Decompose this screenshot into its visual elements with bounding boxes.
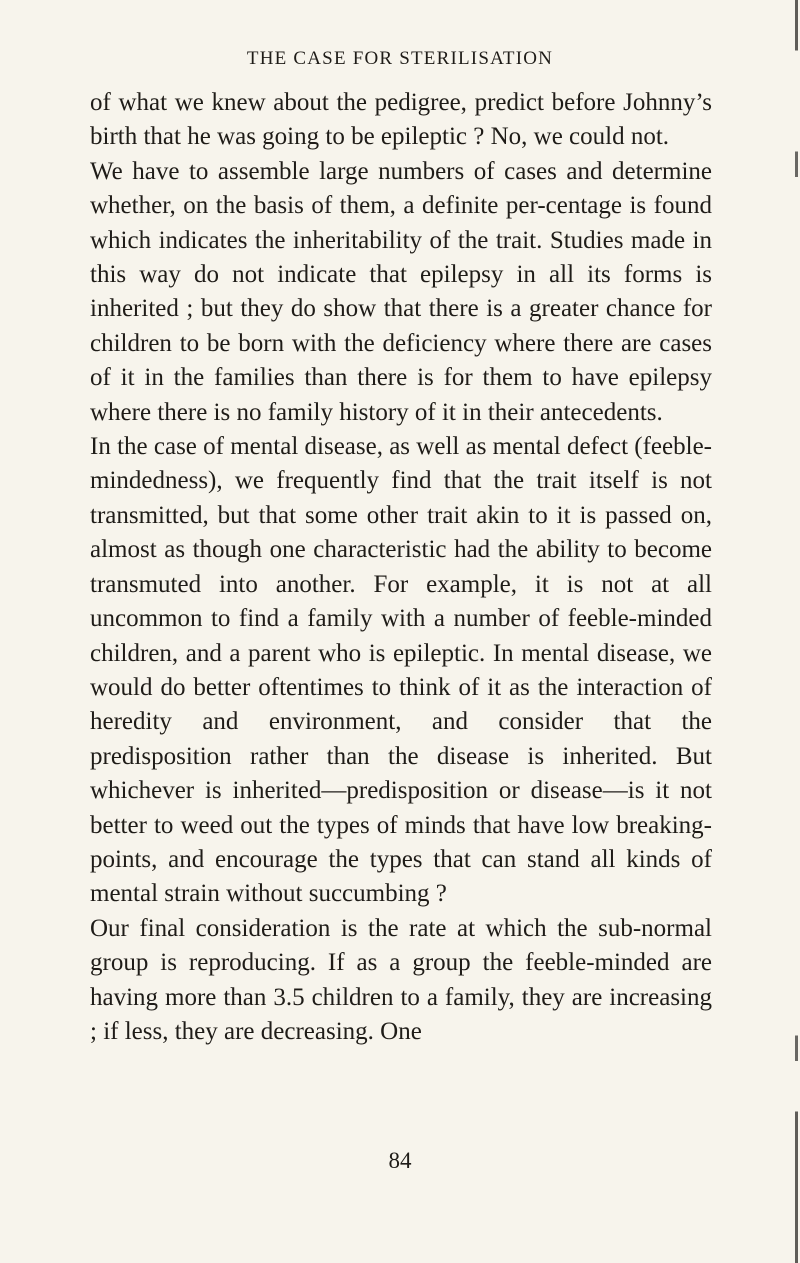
page-number: 84 — [388, 1148, 412, 1173]
paragraph-mental-disease: In the case of mental disease, as well as mental defect (feeble-mindedness), we frequently find that the trait itself is not transmitted, but that some other trait akin to it is passed on, almost as though one characteristic had the ability to become transmuted into another. For example, it is not at all uncommon to find a family with a number of feeble-minded children, and a parent who is epileptic. In mental disease, we would do better oftentimes to think of it as the interaction of heredity and environment, and consider that the predisposition rather than the disease is inherited. But whichever is inherited—predisposition or disease—is it not better to weed out the types of minds that have low breaking-points, and encourage the types that can stand all kinds of mental strain without succumbing ? — [90, 433, 712, 908]
paragraph-continuation: of what we knew about the pedigree, predict before Johnny’s birth that he was going to be epileptic ? No, we could not. — [90, 89, 712, 151]
running-head: THE CASE FOR STERILISATION — [246, 48, 554, 69]
paragraph-inheritability: We have to assemble large numbers of cases and determine whether, on the basis of them, a definite per-centage is found which indicates the inheritability of the trait. Studies made in this way do not indicate that epilepsy in all its forms is inherited ; but they do show that there is a greater chance for children to be born with the deficiency where there are cases of it in the families than there is for them to have epilepsy where there is no family history of it in their antecedents. — [90, 157, 712, 426]
page-edge-shadow — [795, 0, 798, 1263]
paragraph-reproduction-rate: Our final consideration is the rate at which the sub-normal group is reproducing. If as a group the feeble-minded are having more than 3.5 children to a family, they are increasing ; if less, they are decreasing. One — [90, 914, 712, 1045]
body-text — [90, 86, 712, 1049]
